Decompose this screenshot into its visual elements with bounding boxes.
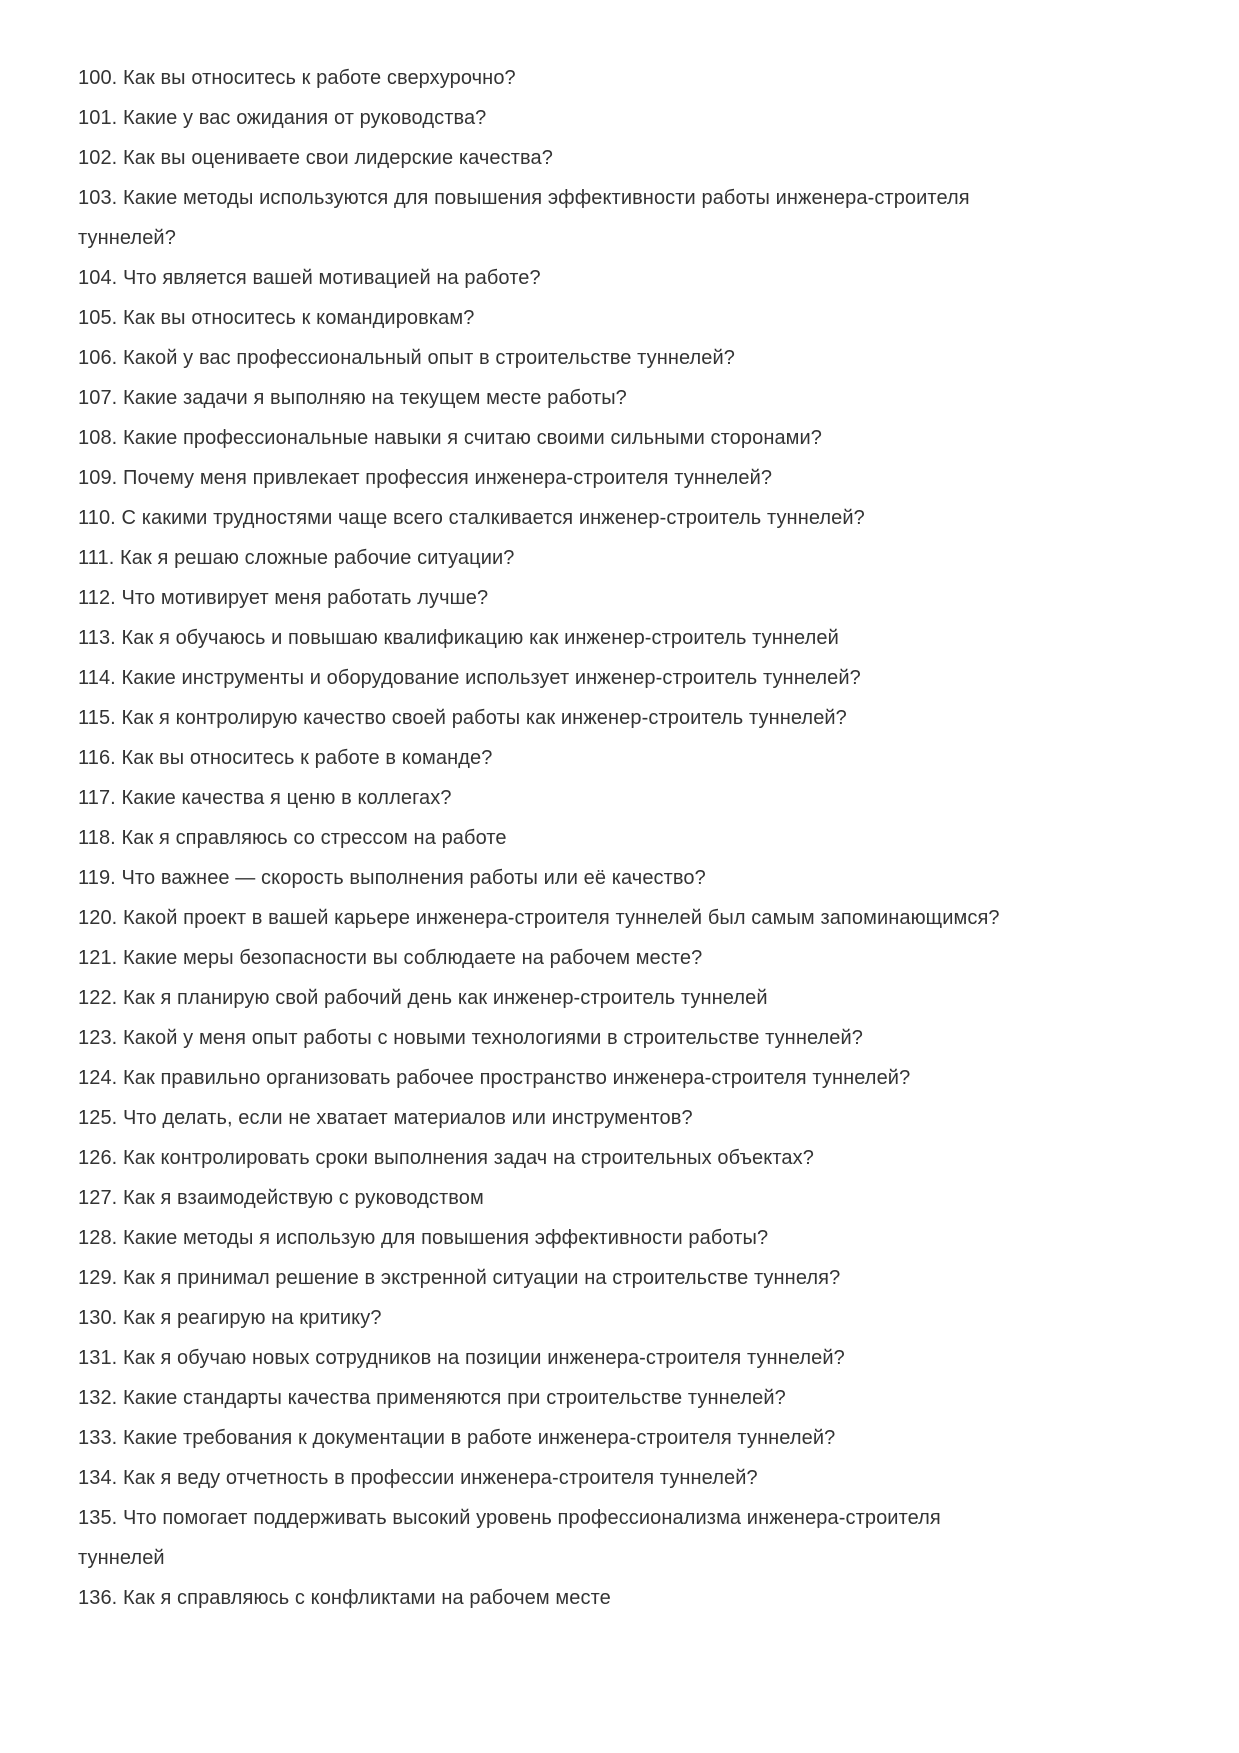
question-list: [78, 58, 1030, 1618]
question-item: 125. Что делать, если не хватает материалов или инструментов?: [78, 1107, 693, 1129]
question-item: 123. Какой у меня опыт работы с новыми технологиями в строительстве туннелей?: [78, 1027, 864, 1049]
question-item: 109. Почему меня привлекает профессия инженера-строителя туннелей?: [78, 467, 773, 489]
question-item: 113. Как я обучаюсь и повышаю квалификацию как инженер-строитель туннелей: [78, 627, 839, 649]
question-item: 127. Как я взаимодействую с руководством: [78, 1187, 484, 1209]
question-item: 114. Какие инструменты и оборудование использует инженер-строитель туннелей?: [78, 667, 861, 689]
question-item: 102. Как вы оцениваете свои лидерские качества?: [78, 147, 553, 169]
question-item: 105. Как вы относитесь к командировкам?: [78, 307, 475, 329]
question-item: 119. Что важнее — скорость выполнения работы или её качество?: [78, 867, 706, 889]
question-item: 106. Какой у вас профессиональный опыт в строительстве туннелей?: [78, 347, 736, 369]
question-item: 135. Что помогает поддерживать высокий уровень профессионализма инженера-строителя туннелей: [78, 1507, 941, 1569]
question-item: 136. Как я справляюсь с конфликтами на рабочем месте: [78, 1587, 611, 1609]
question-item: 124. Как правильно организовать рабочее пространство инженера-строителя туннелей?: [78, 1067, 911, 1089]
question-item: 121. Какие меры безопасности вы соблюдаете на рабочем месте?: [78, 947, 703, 969]
question-item: 112. Что мотивирует меня работать лучше?: [78, 587, 489, 609]
question-item: 117. Какие качества я ценю в коллегах?: [78, 787, 452, 809]
question-item: 130. Как я реагирую на критику?: [78, 1307, 382, 1329]
question-item: 126. Как контролировать сроки выполнения задач на строительных объектах?: [78, 1147, 814, 1169]
question-item: 118. Как я справляюсь со стрессом на работе: [78, 827, 507, 849]
question-item: 107. Какие задачи я выполняю на текущем месте работы?: [78, 387, 627, 409]
question-item: 128. Какие методы я использую для повышения эффективности работы?: [78, 1227, 769, 1249]
question-item: 108. Какие профессиональные навыки я считаю своими сильными сторонами?: [78, 427, 823, 449]
question-item: 120. Какой проект в вашей карьере инженера-строителя туннелей был самым запоминающимся?: [78, 907, 1000, 929]
question-item: 111. Как я решаю сложные рабочие ситуации?: [78, 547, 515, 569]
question-item: 101. Какие у вас ожидания от руководства?: [78, 107, 487, 129]
question-item: 116. Как вы относитесь к работе в команде?: [78, 747, 493, 769]
question-item: 132. Какие стандарты качества применяются при строительстве туннелей?: [78, 1387, 786, 1409]
question-item: 133. Какие требования к документации в работе инженера-строителя туннелей?: [78, 1427, 836, 1449]
question-item: 100. Как вы относитесь к работе сверхурочно?: [78, 67, 516, 89]
question-item: 110. С какими трудностями чаще всего сталкивается инженер-строитель туннелей?: [78, 507, 865, 529]
question-item: 122. Как я планирую свой рабочий день как инженер-строитель туннелей: [78, 987, 768, 1009]
question-item: 134. Как я веду отчетность в профессии инженера-строителя туннелей?: [78, 1467, 758, 1489]
question-item: 115. Как я контролирую качество своей работы как инженер-строитель туннелей?: [78, 707, 847, 729]
question-item: 129. Как я принимал решение в экстренной ситуации на строительстве туннеля?: [78, 1267, 841, 1289]
question-item: 104. Что является вашей мотивацией на работе?: [78, 267, 541, 289]
question-item: 103. Какие методы используются для повышения эффективности работы инженера-строителя туннелей?: [78, 187, 970, 249]
question-item: 131. Как я обучаю новых сотрудников на позиции инженера-строителя туннелей?: [78, 1347, 845, 1369]
